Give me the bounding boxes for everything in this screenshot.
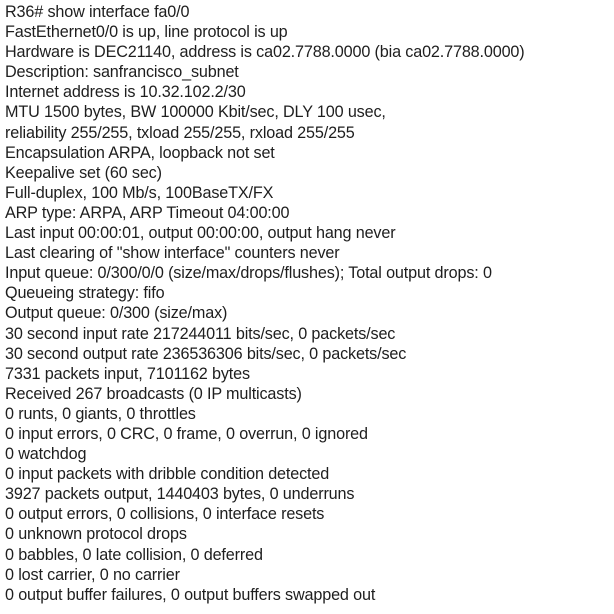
output-line: 0 babbles, 0 late collision, 0 deferred [5,545,263,564]
output-line: Hardware is DEC21140, address is ca02.7788.0000 (bia ca02.7788.0000) [5,43,525,62]
output-line: 0 input errors, 0 CRC, 0 frame, 0 overrun, 0 ignored [5,424,368,443]
output-line: Description: sanfrancisco_subnet [5,63,239,82]
output-line: Queueing strategy: fifo [5,284,165,303]
output-line: Last clearing of "show interface" counters never [5,244,340,263]
output-line: 0 output errors, 0 collisions, 0 interface resets [5,505,325,524]
terminal-output [5,0,611,614]
output-line: 0 lost carrier, 0 no carrier [5,565,180,584]
output-line: 0 input packets with dribble condition detected [5,465,330,484]
output-line: Last input 00:00:01, output 00:00:00, output hang never [5,224,396,243]
command-prompt-line: R36# show interface fa0/0 [5,3,190,21]
output-line: 0 unknown protocol drops [5,525,187,544]
output-line: ARP type: ARPA, ARP Timeout 04:00:00 [5,203,290,222]
output-line: 0 runts, 0 giants, 0 throttles [5,404,196,423]
output-line: 30 second output rate 236536306 bits/sec, 0 packets/sec [5,344,407,363]
output-line: reliability 255/255, txload 255/255, rxload 255/255 [5,123,355,142]
output-line: FastEthernet0/0 is up, line protocol is up [5,23,288,42]
output-line: 0 output buffer failures, 0 output buffers swapped out [5,585,376,604]
output-line: 7331 packets input, 7101162 bytes [5,364,250,383]
output-line: 3927 packets output, 1440403 bytes, 0 underruns [5,485,355,504]
output-line: 0 watchdog [5,445,87,464]
output-line: 30 second input rate 217244011 bits/sec, 0 packets/sec [5,324,396,343]
output-line: Keepalive set (60 sec) [5,163,162,182]
output-line: Encapsulation ARPA, loopback not set [5,143,275,162]
output-line: Input queue: 0/300/0/0 (size/max/drops/flushes); Total output drops: 0 [5,264,492,283]
output-line: Full-duplex, 100 Mb/s, 100BaseTX/FX [5,183,274,202]
output-line: Received 267 broadcasts (0 IP multicasts) [5,384,302,403]
output-line: MTU 1500 bytes, BW 100000 Kbit/sec, DLY 100 usec, [5,103,386,122]
output-line: Internet address is 10.32.102.2/30 [5,83,246,102]
output-line: Output queue: 0/300 (size/max) [5,304,228,323]
